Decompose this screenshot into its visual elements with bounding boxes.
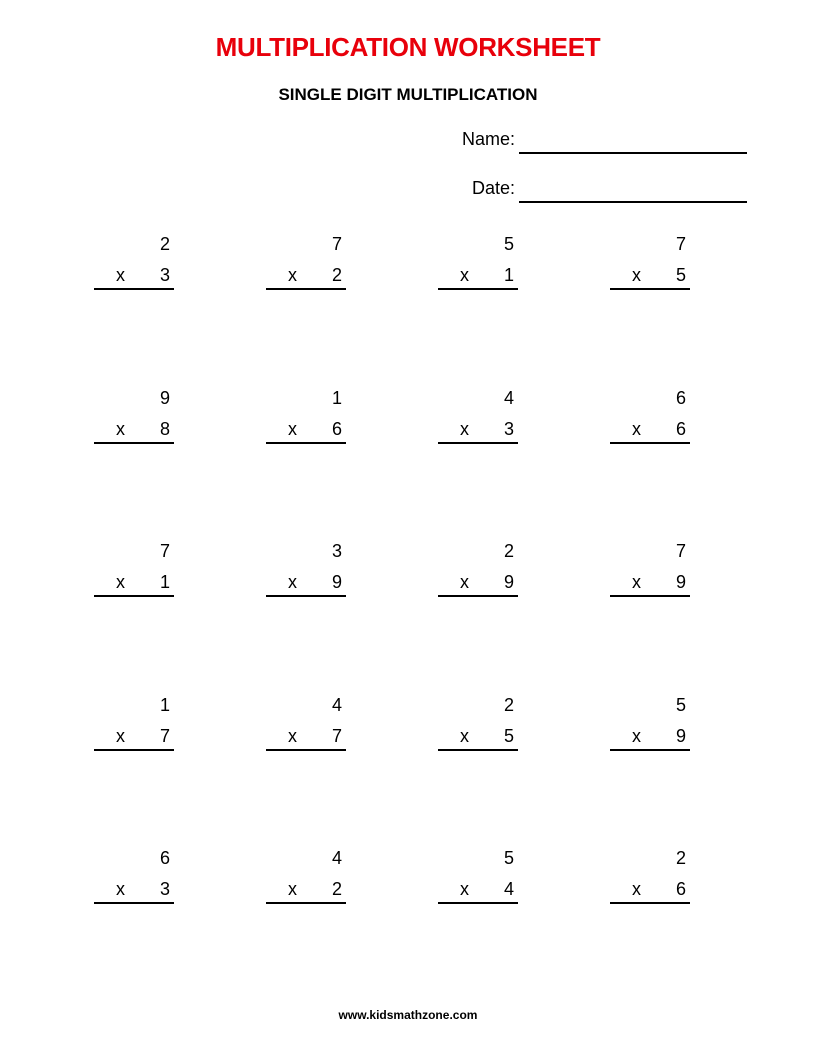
multiplication-problem (610, 695, 690, 755)
multiply-operator: x (460, 265, 469, 285)
multiplicand: 5 (675, 695, 686, 715)
multiply-operator: x (460, 879, 469, 899)
multiplier: 1 (159, 572, 170, 592)
multiplicand: 9 (159, 388, 170, 408)
multiplicand: 4 (331, 695, 342, 715)
multiplicand: 4 (503, 388, 514, 408)
answer-line[interactable] (94, 595, 174, 597)
multiplier: 5 (503, 726, 514, 746)
multiplier: 2 (331, 879, 342, 899)
multiplication-problem (266, 234, 346, 294)
answer-line[interactable] (266, 442, 346, 444)
multiply-operator: x (632, 572, 641, 592)
multiplicand: 4 (331, 848, 342, 868)
multiply-operator: x (116, 419, 125, 439)
multiplication-problem (610, 541, 690, 601)
multiply-operator: x (116, 572, 125, 592)
multiplicand: 6 (675, 388, 686, 408)
multiplication-problem (438, 234, 518, 294)
multiplier: 6 (331, 419, 342, 439)
multiplication-problem (94, 695, 174, 755)
multiplicand: 6 (159, 848, 170, 868)
footer-website: www.kidsmathzone.com (338, 1008, 478, 1022)
worksheet-title: MULTIPLICATION WORKSHEET (215, 32, 601, 62)
multiplicand: 1 (159, 695, 170, 715)
answer-line[interactable] (610, 442, 690, 444)
multiply-operator: x (288, 879, 297, 899)
multiplicand: 7 (675, 234, 686, 254)
multiplier: 4 (503, 879, 514, 899)
answer-line[interactable] (266, 902, 346, 904)
multiply-operator: x (460, 726, 469, 746)
multiplication-problem (610, 388, 690, 448)
multiplicand: 5 (503, 234, 514, 254)
multiplication-problem (610, 234, 690, 294)
multiplicand: 3 (331, 541, 342, 561)
multiplication-problem (266, 695, 346, 755)
answer-line[interactable] (610, 595, 690, 597)
multiply-operator: x (632, 726, 641, 746)
answer-line[interactable] (94, 442, 174, 444)
multiplicand: 2 (503, 695, 514, 715)
multiply-operator: x (288, 572, 297, 592)
multiply-operator: x (460, 419, 469, 439)
multiplier: 7 (331, 726, 342, 746)
multiplier: 3 (159, 879, 170, 899)
answer-line[interactable] (438, 902, 518, 904)
multiply-operator: x (116, 726, 125, 746)
worksheet-subtitle: SINGLE DIGIT MULTIPLICATION (278, 85, 538, 104)
multiplicand: 7 (675, 541, 686, 561)
multiplier: 6 (675, 879, 686, 899)
answer-line[interactable] (266, 749, 346, 751)
multiplication-problem (266, 848, 346, 908)
answer-line[interactable] (94, 749, 174, 751)
multiplicand: 1 (331, 388, 342, 408)
multiplier: 6 (675, 419, 686, 439)
answer-line[interactable] (266, 595, 346, 597)
answer-line[interactable] (94, 902, 174, 904)
answer-line[interactable] (610, 749, 690, 751)
answer-line[interactable] (438, 442, 518, 444)
multiply-operator: x (288, 726, 297, 746)
name-field[interactable] (519, 152, 747, 154)
multiplier: 9 (675, 726, 686, 746)
multiplication-problem (438, 848, 518, 908)
multiply-operator: x (288, 419, 297, 439)
multiplicand: 2 (675, 848, 686, 868)
answer-line[interactable] (610, 288, 690, 290)
multiply-operator: x (116, 265, 125, 285)
multiplication-problem (438, 541, 518, 601)
multiplier: 9 (503, 572, 514, 592)
multiplication-problem (438, 388, 518, 448)
answer-line[interactable] (438, 288, 518, 290)
name-label: Name: (461, 129, 515, 149)
multiplier: 9 (675, 572, 686, 592)
multiplication-problem (266, 388, 346, 448)
multiplier: 1 (503, 265, 514, 285)
multiplier: 3 (159, 265, 170, 285)
multiplier: 7 (159, 726, 170, 746)
multiplicand: 2 (159, 234, 170, 254)
multiplicand: 7 (159, 541, 170, 561)
multiplier: 2 (331, 265, 342, 285)
multiply-operator: x (632, 879, 641, 899)
multiplicand: 2 (503, 541, 514, 561)
multiplication-problem (94, 234, 174, 294)
date-label: Date: (471, 178, 515, 198)
multiplication-problem (438, 695, 518, 755)
answer-line[interactable] (610, 902, 690, 904)
multiplication-problem (266, 541, 346, 601)
multiply-operator: x (460, 572, 469, 592)
answer-line[interactable] (438, 749, 518, 751)
multiplication-problem (94, 541, 174, 601)
multiplier: 9 (331, 572, 342, 592)
multiplier: 8 (159, 419, 170, 439)
multiplicand: 5 (503, 848, 514, 868)
multiplication-problem (94, 848, 174, 908)
answer-line[interactable] (94, 288, 174, 290)
multiplier: 3 (503, 419, 514, 439)
multiplicand: 7 (331, 234, 342, 254)
multiply-operator: x (116, 879, 125, 899)
answer-line[interactable] (438, 595, 518, 597)
multiply-operator: x (632, 265, 641, 285)
answer-line[interactable] (266, 288, 346, 290)
multiplication-problem (610, 848, 690, 908)
multiplier: 5 (675, 265, 686, 285)
multiply-operator: x (632, 419, 641, 439)
date-field[interactable] (519, 201, 747, 203)
multiply-operator: x (288, 265, 297, 285)
multiplication-problem (94, 388, 174, 448)
